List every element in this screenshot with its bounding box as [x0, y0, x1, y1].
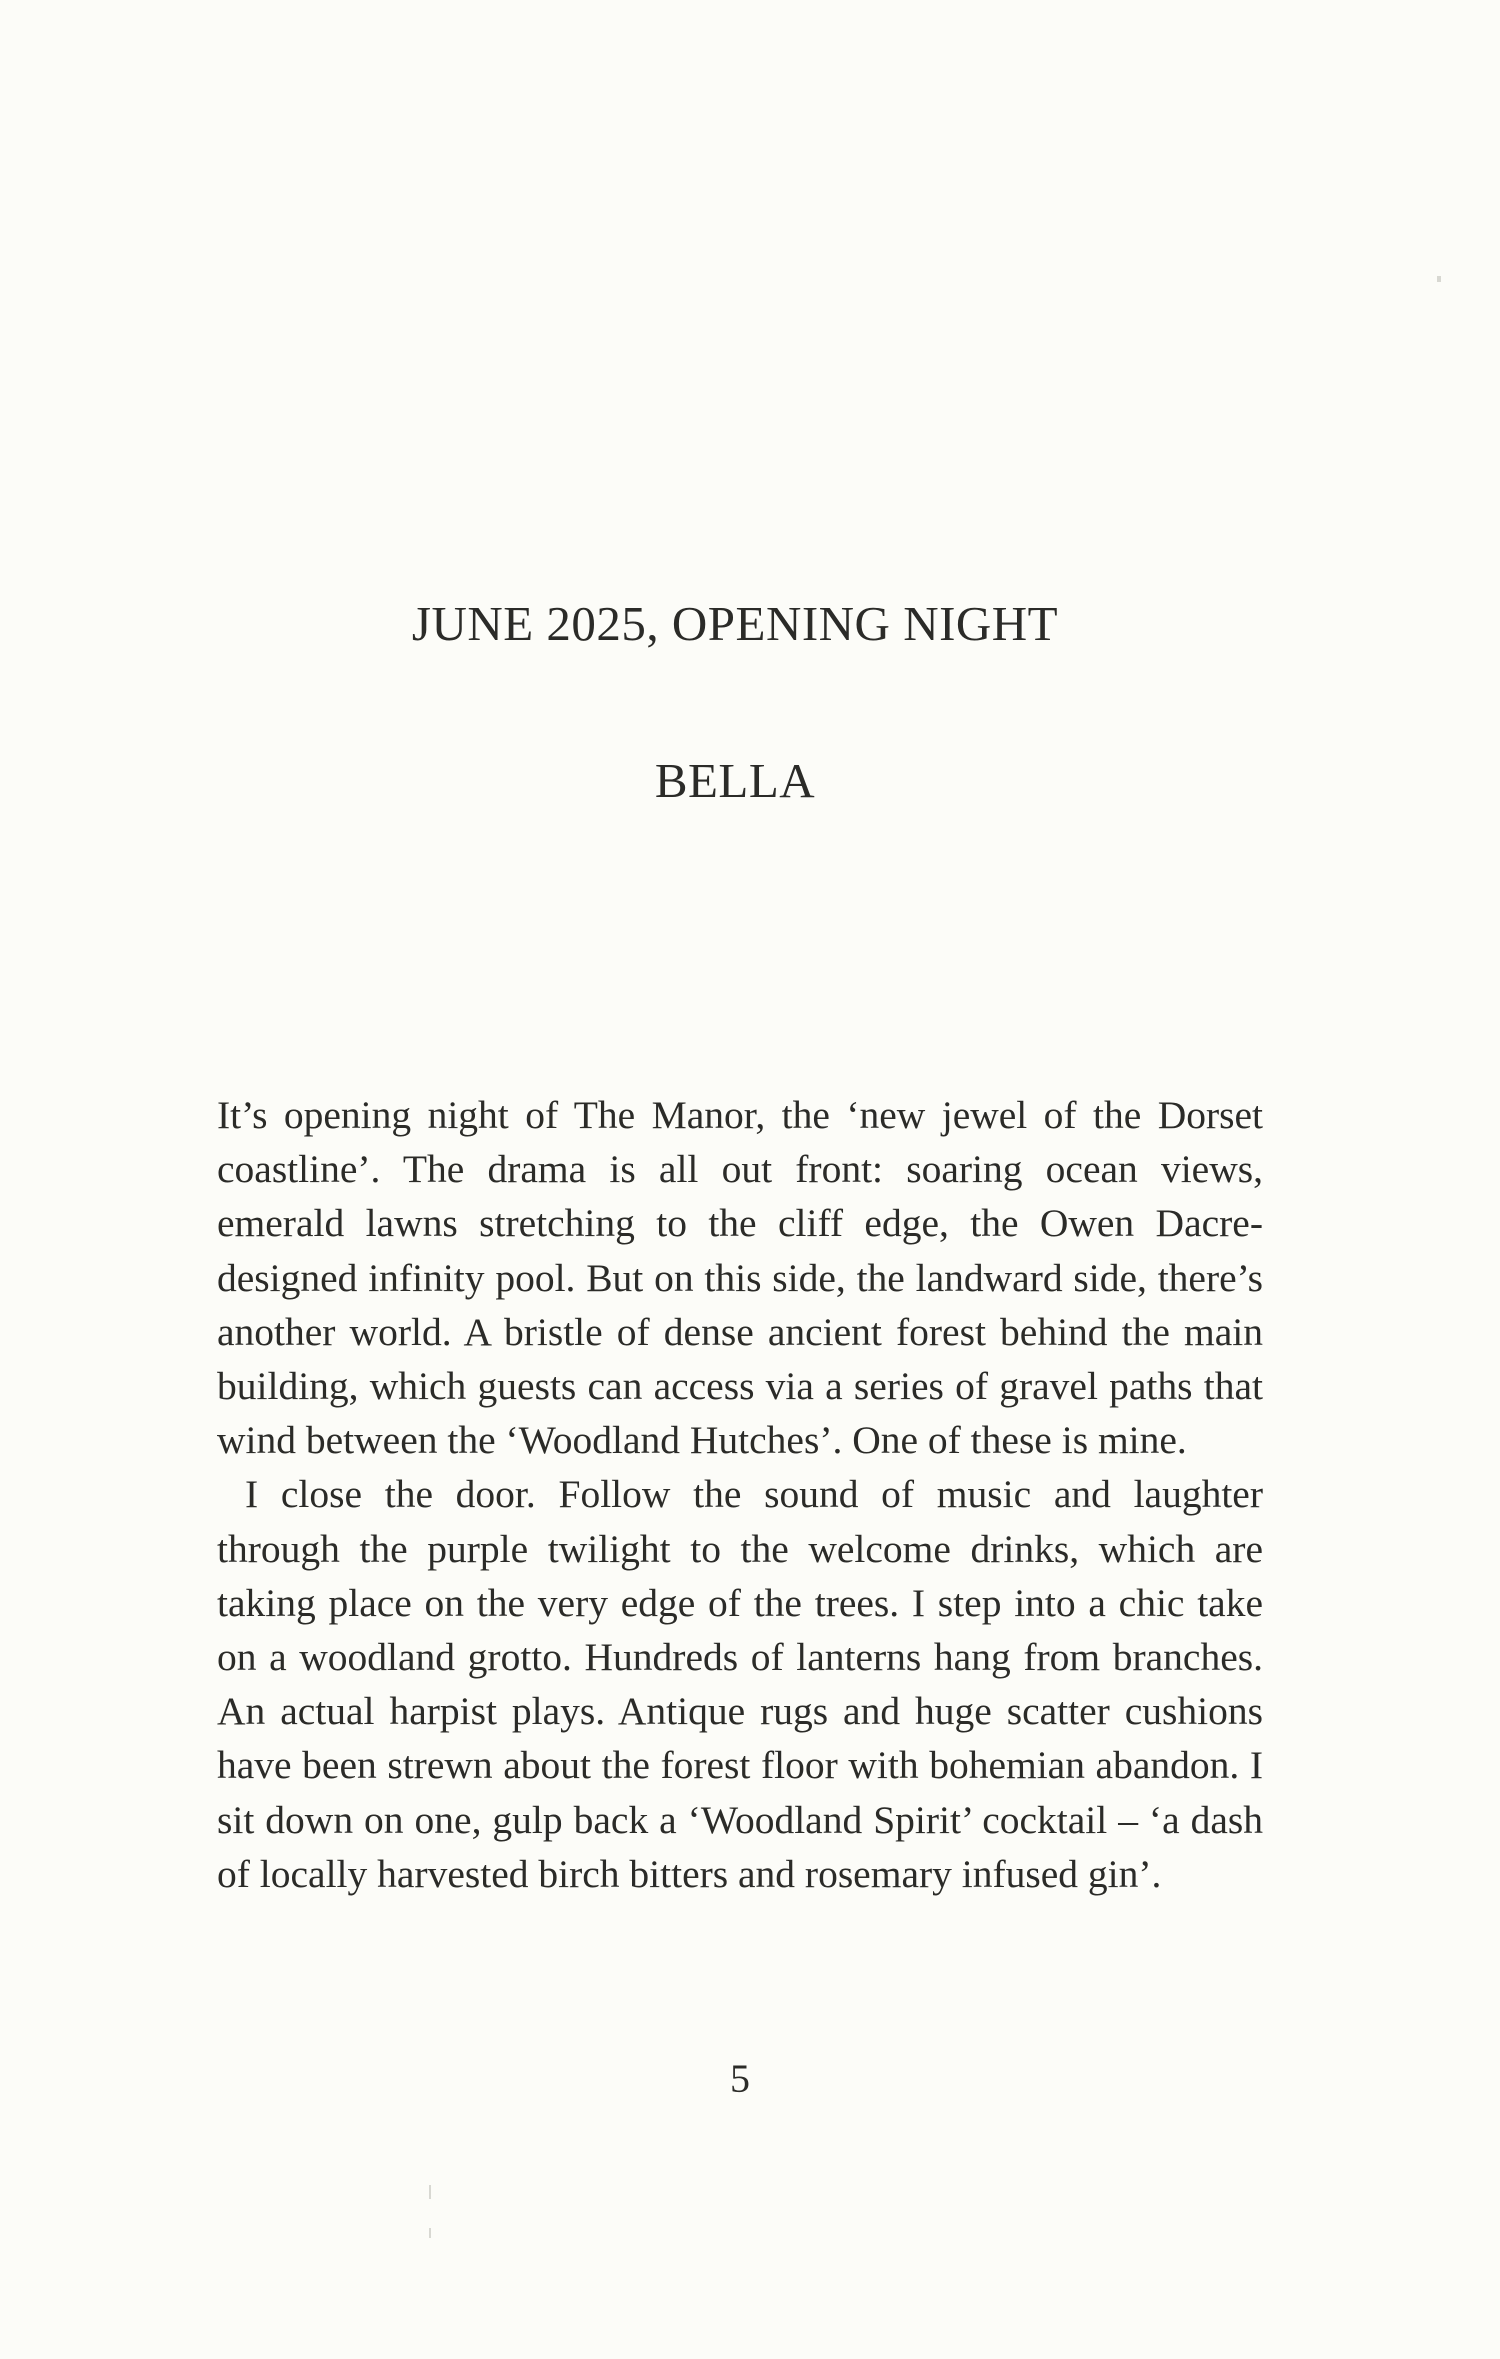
scan-speck	[429, 2228, 431, 2238]
chapter-title: JUNE 2025, OPENING NIGHT	[411, 596, 1059, 651]
narrator-name: BELLA	[654, 753, 816, 808]
paragraph: I close the door. Follow the sound of music and laughter through the purple twilight to the welcome drinks, which are taking place on the very edge of the trees. I step into a chic take on a woodland grotto. Hundreds of lanterns hang from branches. An actual harpist plays. Antique rugs and huge scatter cushions have been strewn about the forest floor with bohemian abandon. I sit down on one, gulp back a ‘Woodland Spirit’ cocktail – ‘a dash of locally harvested birch bitters and rosemary infused gin’.	[217, 1472, 1263, 1896]
body-text	[217, 1088, 1263, 1901]
scan-speck	[429, 2185, 431, 2199]
scan-speck	[1437, 276, 1441, 282]
paragraph: It’s opening night of The Manor, the ‘new jewel of the Dorset coastline’. The drama is all out front: soaring ocean views, emerald lawns stretching to the cliff edge, the Owen Dacre-designed infinity pool. But on this side, the landward side, there’s another world. A bristle of dense ancient forest behind the main building, which guests can access via a series of gravel paths that wind between the ‘Woodland Hutches’. One of these is mine.	[217, 1093, 1263, 1463]
page-number: 5	[730, 2056, 750, 2101]
